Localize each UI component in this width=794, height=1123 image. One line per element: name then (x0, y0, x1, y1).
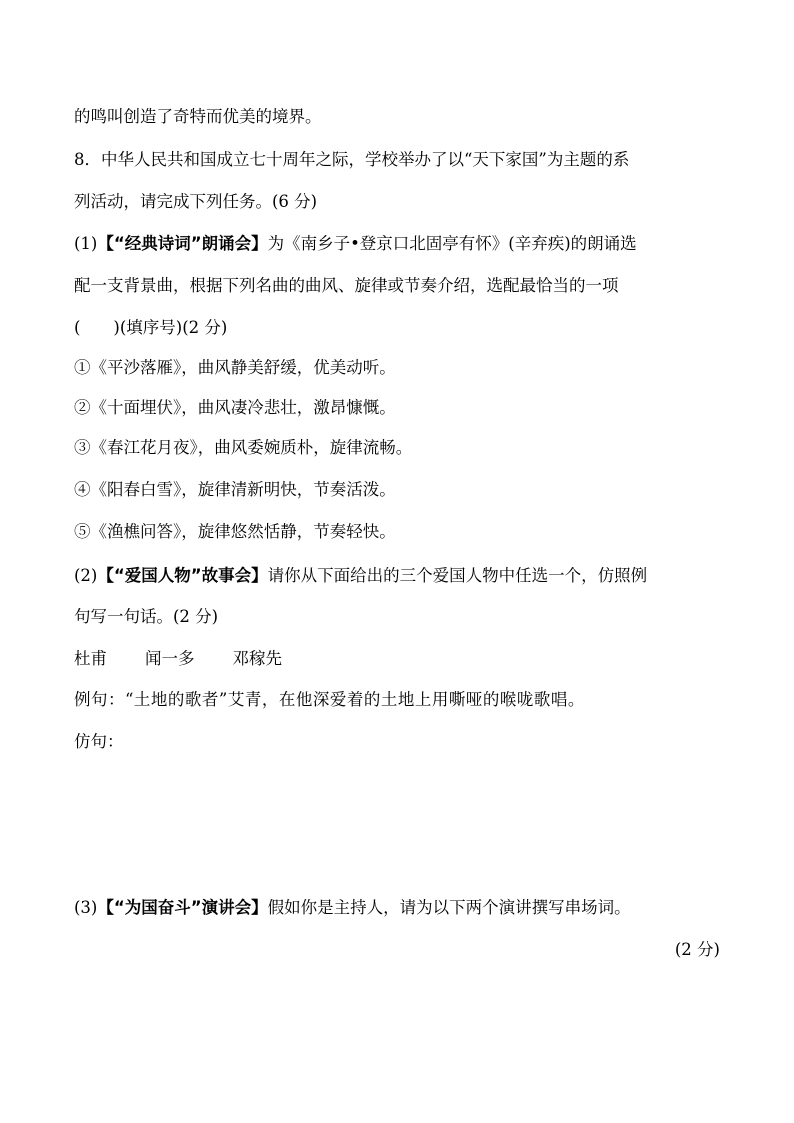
task-2-line-1 (74, 565, 724, 587)
person-name: 邓稼先 (232, 649, 282, 668)
task-1-line-2: 配一支背景曲，根据下列名曲的曲风、旋律或节奏介绍，选配最恰当的一项 (74, 276, 619, 295)
option-2: ②《十面埋伏》，曲风凄冷悲壮，激昂慷慨。 (74, 398, 396, 417)
task-2-number: (2) (74, 566, 98, 585)
task-3-title: 【“为国奋斗”演讲会】 (97, 898, 268, 917)
imitation-label: 仿句： (74, 732, 124, 751)
option-4: ④《阳春白雪》，旋律清新明快，节奏活泼。 (74, 480, 396, 499)
question-8-line-1: 8．中华人民共和国成立七十周年之际，学校举办了以“天下家国”为主题的系 (74, 150, 630, 169)
task-2-title: 【“爱国人物”故事会】 (97, 566, 268, 585)
person-list (74, 648, 724, 670)
task-3-number: (3) (74, 898, 98, 917)
task-1-line-1 (74, 233, 724, 255)
task-1-answer-line: ( )(填序号)(2 分) (74, 318, 228, 337)
task-3-score: (2 分) (674, 940, 720, 959)
person-name: 闻一多 (145, 649, 195, 668)
option-1: ①《平沙落雁》，曲风静美舒缓，优美动听。 (74, 358, 396, 377)
task-2-text: 请你从下面给出的三个爱国人物中任选一个，仿照例 (267, 566, 648, 585)
task-1-text: 为《南乡子•登京口北固亭有怀》(辛弃疾)的朗诵选 (267, 234, 637, 253)
task-2-line-2: 句写一句话。(2 分) (74, 607, 219, 626)
task-1-number: (1) (74, 234, 98, 253)
task-3-line-1 (74, 897, 724, 919)
question-8-line-2: 列活动，请完成下列任务。(6 分) (74, 192, 318, 211)
option-3: ③《春江花月夜》，曲风委婉质朴，旋律流畅。 (74, 438, 413, 457)
task-3-text: 假如你是主持人，请为以下两个演讲撰写串场词。 (267, 898, 631, 917)
paragraph-line: 的鸣叫创造了奇特而优美的境界。 (74, 107, 322, 126)
person-name: 杜甫 (74, 649, 107, 668)
option-5: ⑤《渔樵问答》，旋律悠然恬静，节奏轻快。 (74, 522, 396, 541)
example-sentence: 例句：“土地的歌者”艾青，在他深爱着的土地上用嘶哑的喉咙歌唱。 (74, 690, 585, 709)
task-1-title: 【“经典诗词”朗诵会】 (97, 234, 268, 253)
